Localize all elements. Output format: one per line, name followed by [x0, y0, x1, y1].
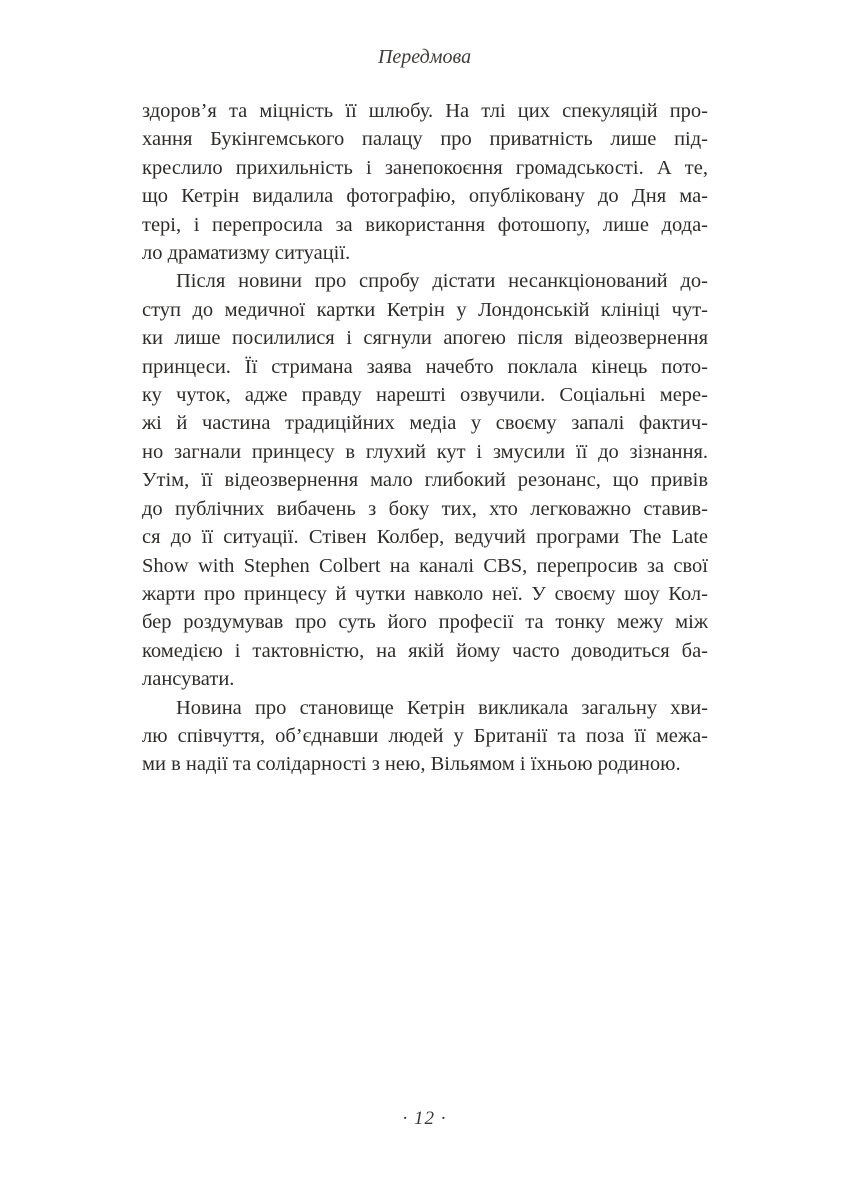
- text-line: лю співчуття, об’єднавши людей у Британії та поза її межа-: [142, 724, 708, 747]
- text-line: хання Букінгемського палацу про приватність лише під-: [142, 128, 708, 151]
- text-line: ми в надії та солідарності з нею, Вільямом і їхньою родиною.: [142, 753, 681, 776]
- paragraph: [142, 97, 708, 267]
- text-line: ки лише посилилися і сягнули апогею після відеозвернення: [142, 327, 708, 350]
- text-line: ся до її ситуації. Стівен Колбер, ведучий програми The Late: [142, 526, 708, 549]
- text-line: здоров’я та міцність її шлюбу. На тлі цих спекуляцій про-: [142, 100, 708, 122]
- text-line: до публічних вибачень з боку тих, хто легковажно ставив-: [142, 497, 708, 520]
- text-line: ло драматизму ситуації.: [142, 242, 351, 265]
- text-line: Show with Stephen Colbert на каналі CBS, перепросив за свої: [142, 554, 708, 577]
- text-line: но загнали принцесу в глухий кут і змусили її до зізнання.: [142, 440, 708, 463]
- text-line: Утім, її відеозвернення мало глибокий резонанс, що привів: [142, 469, 708, 492]
- text-line: Після новини про спробу дістати несанкціонований до-: [176, 270, 708, 293]
- text-line: що Кетрін видалила фотографію, опубліковану до Дня ма-: [142, 185, 708, 208]
- text-line: жі й частина традиційних медіа у своєму запалі фактич-: [142, 412, 708, 435]
- text-line: креслило прихильність і занепокоєння громадськості. А те,: [142, 156, 708, 179]
- page-number: · 12 ·: [402, 1108, 447, 1129]
- text-line: комедією і тактовністю, на якій йому часто доводиться ба-: [142, 639, 708, 662]
- text-line: ку чуток, адже правду нарешті озвучили. Соціальні мере-: [142, 384, 708, 407]
- running-head: Передмова: [377, 46, 472, 68]
- text-line: бер роздумував про суть його професії та тонку межу між: [142, 611, 708, 634]
- text-line: тері, і перепросила за використання фотошопу, лише дода-: [142, 213, 708, 236]
- body-text: [142, 97, 708, 779]
- text-line: ступ до медичної картки Кетрін у Лондонській клініці чут-: [142, 298, 708, 321]
- text-line: Новина про становище Кетрін викликала загальну хви-: [176, 696, 708, 719]
- text-line: принцеси. Її стримана заява начебто поклала кінець пото-: [142, 355, 708, 378]
- paragraph: [142, 694, 708, 779]
- text-line: жарти про принцесу й чутки навколо неї. У своєму шоу Кол-: [142, 582, 708, 605]
- paragraph: [142, 267, 708, 693]
- text-line: лансувати.: [142, 668, 235, 691]
